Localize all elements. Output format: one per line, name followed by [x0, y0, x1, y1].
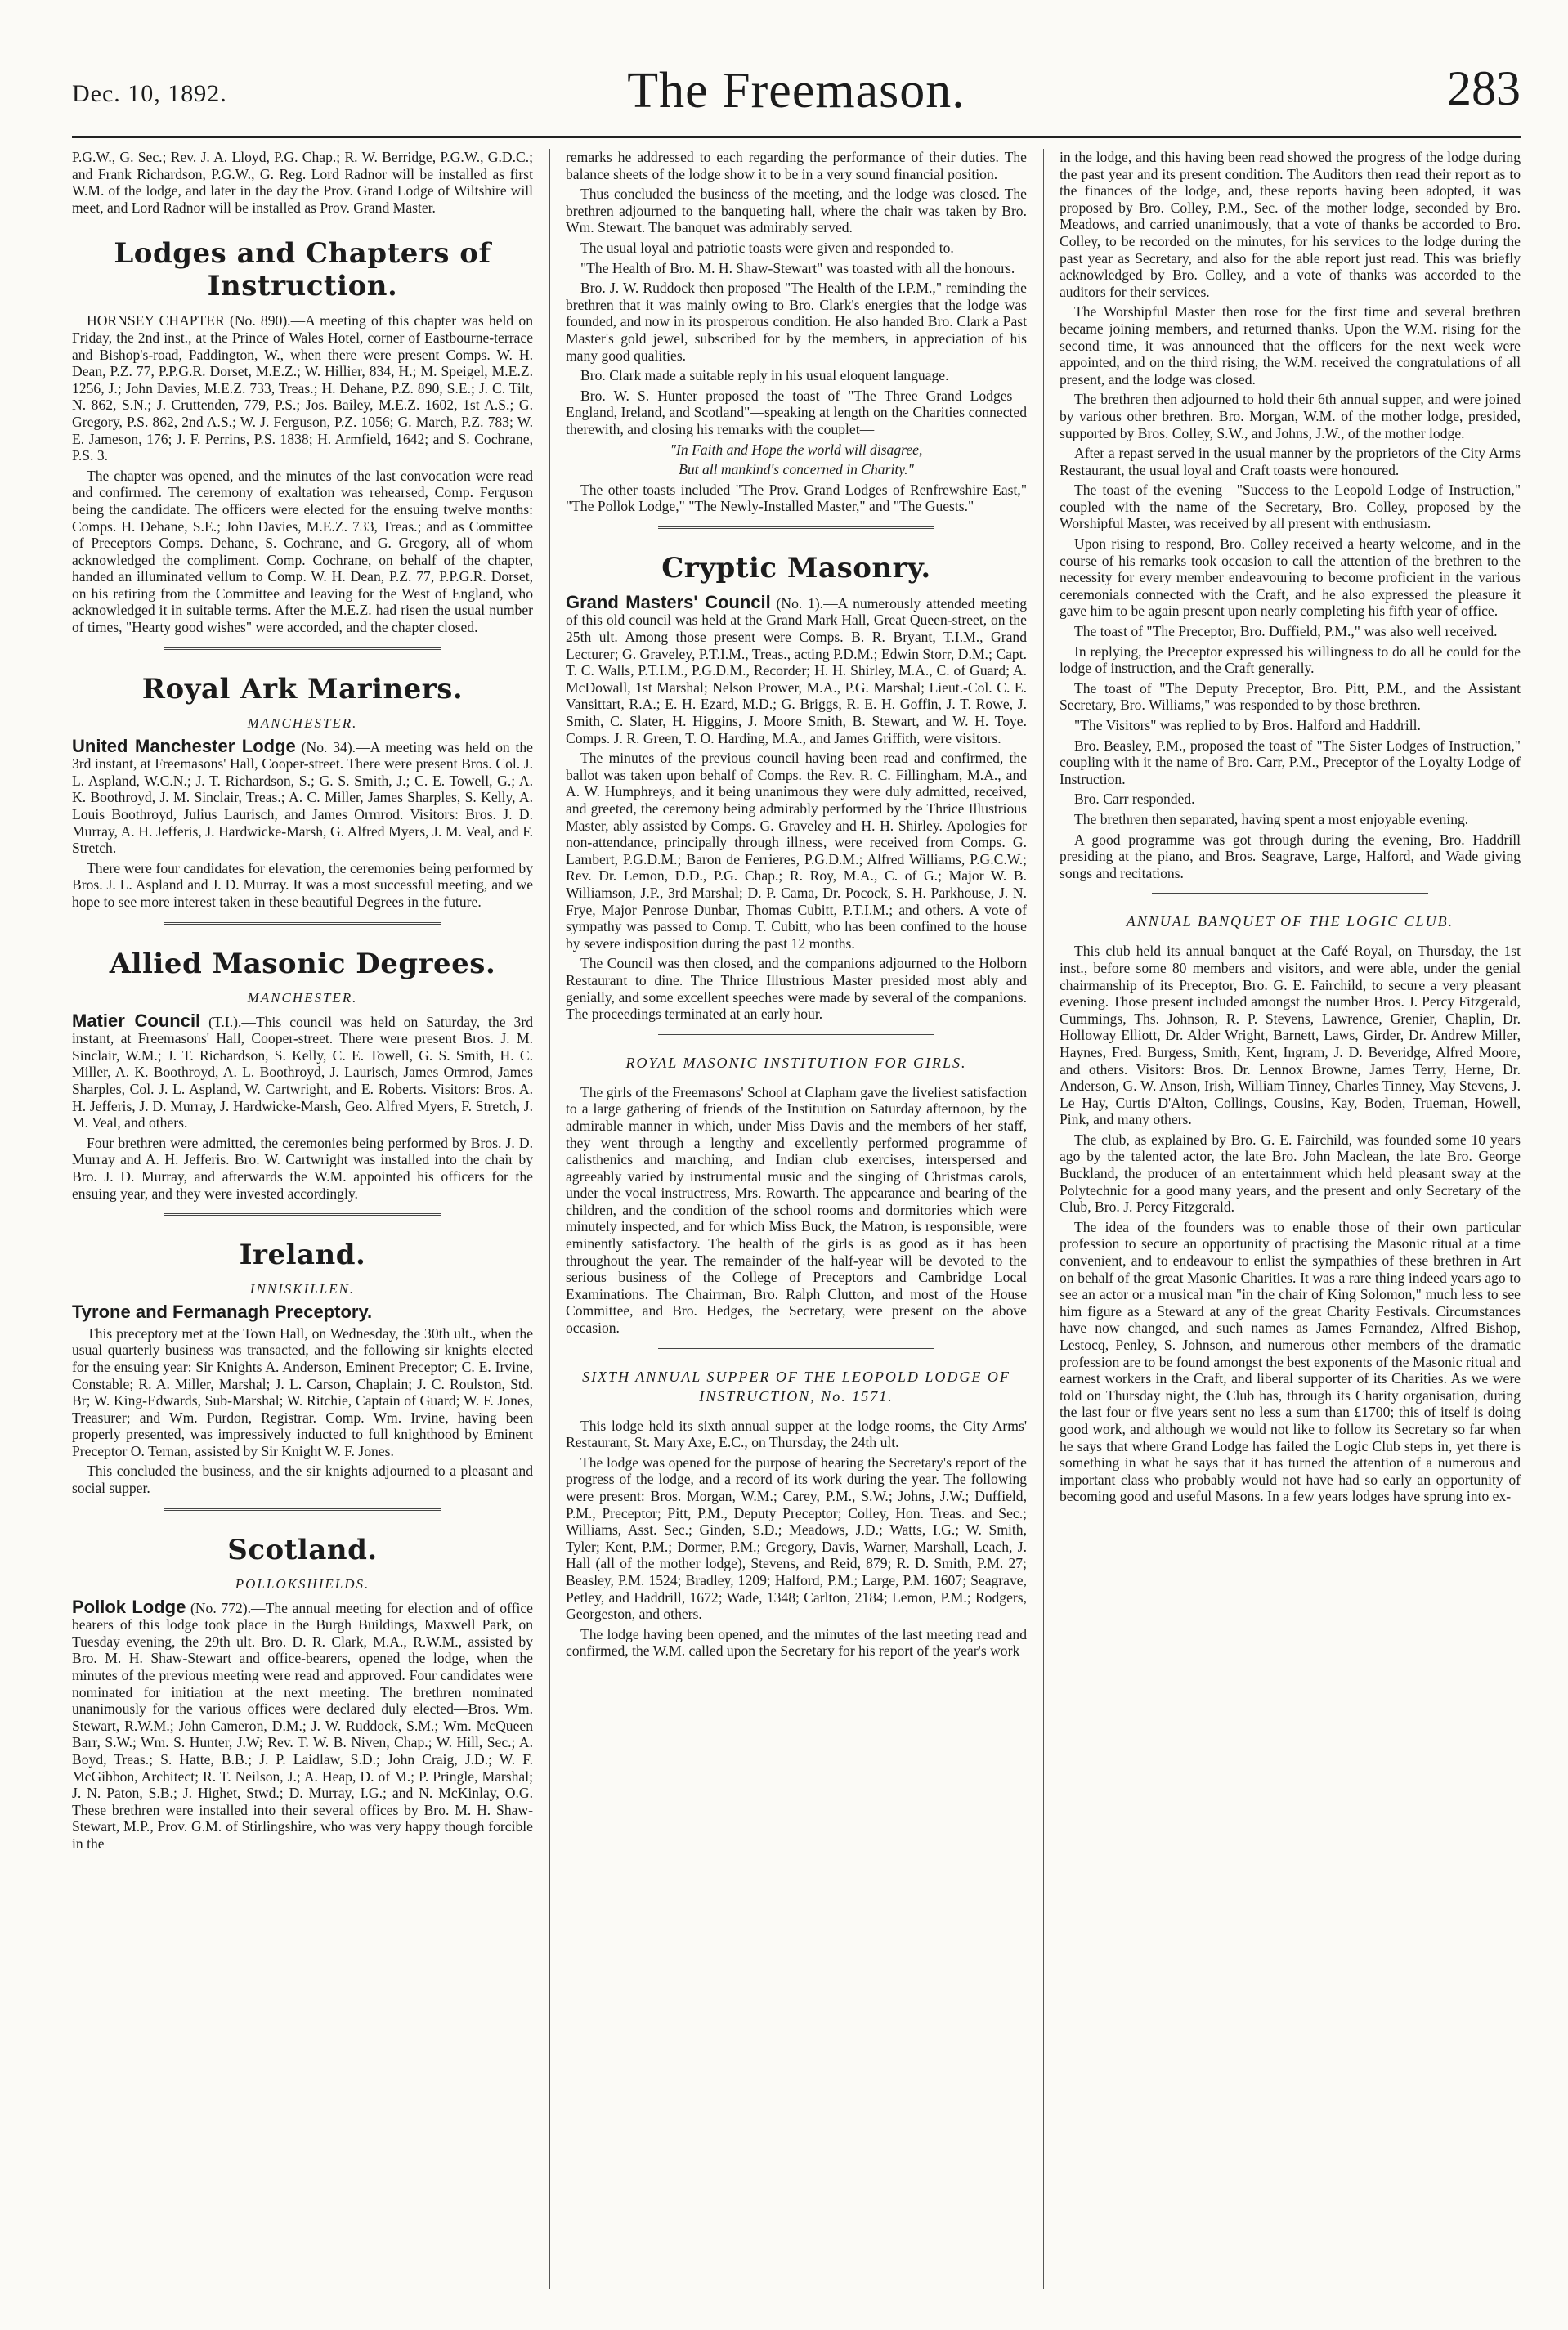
- paragraph: [566, 591, 1027, 746]
- paragraph: The brethren then adjourned to hold their 6th annual supper, and were joined by various other brethren. Bro. Morgan, W.M. of the mother lodge, presided, supported by Bros. Colley, S.W., and Johns, J.W., of the mother lodge.: [1060, 391, 1521, 441]
- paragraph: The Worshipful Master then rose for the first time and several brethren became joining members, and returned thanks. Upon the W.M. rising for the second time, it was announced that the officers for the next week were appointed, and on the third rising, the W.M. received the congratulations of all present, and the lodge was closed.: [1060, 303, 1521, 388]
- column-1: [72, 149, 533, 2289]
- paragraph: Bro. J. W. Ruddock then proposed "The Health of the I.P.M.," reminding the brethren that it was mainly owing to Bro. Clark's energies that the lodge was founded, and now in its prosperous condition. He also handed Bro. Clark a Past Master's gold jewel, subscribed for by the members, in appreciation of his many good qualities.: [566, 280, 1027, 364]
- paragraph: This club held its annual banquet at the Café Royal, on Thursday, the 1st inst., before some 80 members and visitors, and were able, under the genial chairmanship of its Preceptor, Bro. G. E. Fairchild, to secure a very pleasant evening. Those present included amongst the number Bros. J. Percy Fitzgerald, Cummings, Ths. Johnson, R. P. Stevens, Lawrence, Grenier, Chaplin, Dr. Holloway Elliott, Dr. Alder Wright, Barnett, Laws, Girder, Dr. Andrew Miller, Haynes, Fred. Burgess, Smith, Kent, Ingram, J. D. Beveridge, Alfred Moore, and others. Visitors: Bros. Dr. Lennox Browne, James Terry, Herne, Dr. Anderson, G. W. Anson, Irish, William Tinney, Charles Tinney, May Stevens, J. Le Hay, Curtis D'Alton, Collings, Cousins, Kay, Boden, Trueman, Howell, Pink, and many others.: [1060, 943, 1521, 1128]
- paragraph: The lodge having been opened, and the minutes of the last meeting read and confirmed, the W.M. called upon the Secretary for his report of the year's work: [566, 1625, 1027, 1660]
- paragraph: [72, 735, 533, 857]
- paragraph: This preceptory met at the Town Hall, on Wednesday, the 30th ult., when the usual quarterly business was transacted, and the following sir knights elected for the ensuing year: Sir Knights A. Anderson, Eminent Preceptor; C. E. Irvine, Constable; R. A. Miller, Marshal; J. L. Carson, Chaplain; J. C. Roulston, Std. Br; W. King-Edwards, Sub-Marshal; W. Ritchie, Captain of Guard; W. F. Jones, Treasurer; and Wm. Purdon, Registrar. Comp. Wm. Irvine, having been properly presented, was impressively inducted to full knighthood by Eminent Preceptor O. Ternan, assisted by Sir Knight W. F. Jones.: [72, 1324, 533, 1459]
- section-heading: Royal Ark Mariners.: [141, 672, 464, 706]
- paragraph: Thus concluded the business of the meeting, and the lodge was closed. The brethren adjourned to the banqueting hall, where the chair was taken by Bro. Wm. Stewart. The banquet was admirably served.: [566, 186, 1027, 236]
- paragraph: P.G.W., G. Sec.; Rev. J. A. Lloyd, P.G. Chap.; R. W. Berridge, P.G.W., G.D.C.; and Frank Richardson, P.G.W., G. Reg. Lord Radnor will be installed as first W.M. of the lodge, and later in the day the Prov. Grand Lodge of Wiltshire will meet, and Lord Radnor will be installed as Prov. Grand Master.: [72, 149, 533, 216]
- paragraph: Bro. Clark made a suitable reply in his usual eloquent language.: [580, 367, 949, 384]
- location-subheading: MANCHESTER.: [247, 989, 358, 1006]
- council-name: Grand Masters' Council: [566, 591, 771, 612]
- paragraph-text: (T.I.).—This council was held on Saturday, the 3rd instant, at Freemasons' Hall, Cooper-street. There were present Bros. J. M. Sinclair, W.M.; J. T. Richardson, S. Kelly, C. E. Towell, G. S. Smith, H. C. Miller, A. K. Boothroyd, A. L. Boothroyd, J. Laurisch, James Ormrod, James Sharples, Col. J. L. Aspland, W. Cartwright, and E. Roberts. Visitors: Bros. A. H. Jefferis, J. D. Murray, J. Hardwicke-Marsh, Geo. Alfred Myers, F. Stretch, J. M. Veal, and others.: [72, 1013, 533, 1131]
- paragraph: This lodge held its sixth annual supper at the lodge rooms, the City Arms' Restaurant, St. Mary Axe, E.C., on Thursday, the 24th ult.: [566, 1417, 1027, 1451]
- paragraph: The brethren then separated, having spent a most enjoyable evening.: [1074, 810, 1469, 827]
- paragraph: The usual loyal and patriotic toasts were given and responded to.: [580, 239, 954, 256]
- paragraph: There were four candidates for elevation, the ceremonies being performed by Bros. J. L. Aspland and J. D. Murray. It was a most successful meeting, and we hope to see more interest taken in these beautiful Degrees in the future.: [72, 859, 533, 910]
- divider: [164, 1508, 441, 1512]
- location-subheading: INNISKILLEN.: [249, 1281, 356, 1297]
- paragraph: The girls of the Freemasons' School at Clapham gave the liveliest satisfaction to a large gathering of friends of the Institution on Saturday afternoon, by the admirable manner in which, under Miss Davis and the members of her staff, they went through a lengthy and excellently performed programme of calisthenics and marching, and Indian club exercises, interspersed and agreeably varied by instrumental music and the singing of Christmas carols, under the vocal instructress, Mrs. Rowarth. The appearance and bearing of the children, and the condition of the school rooms and dormitories which were minutely inspected, and for which Miss Buck, the Matron, is responsible, were eminently satisfactory. The health of the girls is as good as it has been throughout the year. The remainder of the half-year will be devoted to the serious business of the College of Preceptors and Cambridge Local Examinations. The Chairman, Bro. Ralph Clutton, and most of the House Committee, and Bro. Hedges, the Secretary, were present on the above occasion.: [566, 1083, 1027, 1337]
- paragraph: Bro. W. S. Hunter proposed the toast of "The Three Grand Lodges—England, Ireland, and Scotland"—speaking at length on the Charities connected therewith, and closing his remarks with the couplet—: [566, 387, 1027, 437]
- paragraph: This concluded the business, and the sir knights adjourned to a pleasant and social supper.: [72, 1463, 533, 1497]
- columns: [72, 149, 1521, 2289]
- article-heading: ANNUAL BANQUET OF THE LOGIC CLUB.: [1126, 913, 1454, 930]
- paragraph-text: (No. 34).—A meeting was held on the 3rd instant, at Freemasons' Hall, Cooper-street. There were present Bros. Col. J. L. Aspland, W.C.N.; J. T. Richardson, S.; G. S. Smith, J.; C. E. Towell, G.; A. K. Boothroyd, J. M. Sinclair, Treas.; A. C. Miller, James Sharples, S. Kelly, A. Louis Boothroyd, Julius Laurisch, and James Ormrod. Visitors: Bros. J. D. Murray, A. H. Jefferis, J. Hardwicke-Marsh, G. Alfred Myers, J. M. Veal, and F. Stretch.: [72, 738, 533, 857]
- preceptory-name: Tyrone and Fermanagh Preceptory.: [72, 1302, 373, 1323]
- divider: [1152, 893, 1428, 894]
- article-heading: ROYAL MASONIC INSTITUTION FOR GIRLS.: [625, 1054, 967, 1071]
- paragraph: Upon rising to respond, Bro. Colley received a hearty welcome, and in the course of his remarks took occasion to call the attention of the brethren to the necessity for every member endeavouring to become proficient in the various ceremonials connected with the Craft, and he also expressed the pleasure it gave him to be again present upon nearly completing his fifth year of office.: [1060, 535, 1521, 620]
- section-heading: Ireland.: [239, 1239, 366, 1272]
- newspaper-page: [72, 57, 1521, 2289]
- location-subheading: POLLOKSHIELDS.: [235, 1575, 370, 1592]
- paragraph-text: (No. 1).—A numerously attended meeting of this old council was held at the Grand Mark Hall, Great Queen-street, on the 25th ult. Among those present were Comps. B. R. Bryant, T.I.M., Grand Lecturer; G. Graveley, P.T.I.M., Treas., acting P.D.M.; Edwin Storr, D.M.; Capt. T. C. Walls, P.T.I.M., P.G.D.M., Recorder; H. H. Shirley, M.A., C. of Guard; A. McDowall, 1st Marshal; Nelson Prower, M.A., P.G. Marshal; Lieut.-Col. C. E. Vansittart, R.A.; E. H. Ezard, M.D.; G. Briggs, R. E. H. Goffin, J. T. Rowe, J. Smith, C. Slater, H. Higgins, J. Moore Smith, B. Stewart, and W. H. Toye. Comps. J. R. Green, T. O. Harding, M.A., and James Griffith, were visitors.: [566, 594, 1027, 746]
- paragraph: Bro. Carr responded.: [1074, 791, 1195, 808]
- section-heading: Allied Masonic Degrees.: [109, 947, 496, 980]
- divider: [164, 1213, 441, 1217]
- column-2: [566, 149, 1027, 2289]
- paragraph: The club, as explained by Bro. G. E. Fairchild, was founded some 10 years ago by the talented actor, the late Bro. John Maclean, the late Bro. George Buckland, the producer of an entertainment which held pleasant sway at the Polytechnic for a good many years, and the present and only Secretary of the Club, Bro. J. Percy Fitzgerald.: [1060, 1131, 1521, 1216]
- paragraph: Bro. Beasley, P.M., proposed the toast of "The Sister Lodges of Instruction," coupling with it the name of Bro. Carr, P.M., Preceptor of the Loyalty Lodge of Instruction.: [1060, 737, 1521, 787]
- column-3: [1060, 149, 1521, 2289]
- paragraph: [72, 1010, 533, 1131]
- paragraph: in the lodge, and this having been read showed the progress of the lodge during the past year and its present condition. The Auditors then read their report as to the finances of the lodge, and, these reports having been adopted, it was proposed by Bro. Colley, P.M., Sec. of the mother lodge, seconded by Bro. Meadows, and carried unanimously, that a vote of thanks be accorded to Bro. Colley, to be recorded on the minutes, for his services to the lodge during the past year as Secretary, and also for the able report just read. This was briefly acknowledged by Bro. Colley, and a vote of thanks was accorded to the auditors for their services.: [1060, 149, 1521, 300]
- section-heading: Cryptic Masonry.: [661, 551, 931, 585]
- paragraph: [72, 1304, 533, 1322]
- section-heading: Lodges and Chapters of Instruction.: [114, 237, 491, 303]
- quoted-couplet-line: "In Faith and Hope the world will disagree,: [670, 441, 923, 458]
- paragraph: The toast of "The Preceptor, Bro. Duffield, P.M.," was also well received.: [1074, 623, 1498, 640]
- divider: [658, 1348, 934, 1349]
- council-name: Matier Council: [72, 1010, 201, 1031]
- paragraph: [72, 1596, 533, 1853]
- divider: [164, 647, 441, 652]
- paragraph: The other toasts included "The Prov. Grand Lodges of Renfrewshire East," "The Pollok Lodge," "The Newly-Installed Master," and "The Guests.": [566, 481, 1027, 515]
- location-subheading: MANCHESTER.: [247, 715, 358, 731]
- paragraph: "The Health of Bro. M. H. Shaw-Stewart" was toasted with all the honours.: [580, 259, 1015, 276]
- divider: [658, 1034, 934, 1035]
- page-number: 283: [1447, 61, 1521, 115]
- paragraph: In replying, the Preceptor expressed his willingness to do all he could for the lodge of instruction, and the Craft generally.: [1060, 643, 1521, 677]
- quoted-couplet-line: But all mankind's concerned in Charity.": [679, 461, 914, 478]
- paragraph: The toast of "The Deputy Preceptor, Bro. Pitt, P.M., and the Assistant Secretary, Bro. Williams," was responded to by those brethren.: [1060, 679, 1521, 714]
- paragraph: The minutes of the previous council having been read and confirmed, the ballot was taken upon behalf of Comps. the Rev. R. C. Fillingham, M.A., and A. W. Humphreys, and it being unanimous they were duly admitted, received, and greeted, the ceremony being admirably performed by the Thrice Illustrious Master, ably assisted by Comps. G. Graveley and H. H. Shirley. Apologies for non-attendance, principally through illness, were received from Comps. G. Lambert, P.G.D.M.; Baron de Ferrieres, P.G.D.M.; Alfred Williams, P.G.C.W.; Rev. Dr. Lemon, D.D., P.G. Chap.; R. Roy, M.A., C. of G.; Major W. B. Williamson, J.P., 3rd Marshal; D. P. Cama, Dr. Pocock, S. H. Parkhouse, J. N. Frye, Major Penrose Dunbar, Thomas Cubitt, P.T.I.M.; and others. A vote of sympathy was passed to Comp. T. Cubitt, who has been confined to the house by severe indisposition during the past 12 months.: [566, 750, 1027, 952]
- article-heading: SIXTH ANNUAL SUPPER OF THE LEOPOLD LODGE OF INSTRUCTION, No. 1571.: [582, 1368, 1010, 1405]
- section-heading: Scotland.: [227, 1533, 378, 1566]
- issue-date: Dec. 10, 1892.: [72, 80, 227, 107]
- paragraph: The lodge was opened for the purpose of hearing the Secretary's report of the progress of the lodge, and a record of its work during the year. The following were present: Bros. Morgan, W.M.; Carey, P.M., S.W.; Johns, J.W.; Duffield, P.M., Preceptor; Pitt, P.M., Deputy Preceptor; Colley, Hon. Treas. and Sec.; Williams, Asst. Sec.; Ginden, S.D.; Meadows, J.D.; Watts, I.G.; W. Smith, Tyler; Kent, P.M.; Dormer, P.M.; Gregory, Davis, Warner, Marshall, Leach, J. Hall (all of the mother lodge), Stevens, and Reid, 879; R. D. Smith, P.M. 27; Beasley, P.M. 1524; Bradley, 1209; Halford, P.M.; Large, P.M. 1607; Seagrave, Petley, and Haddrill, 1672; Wade, 1348; Carlton, 2184; Lemon, P.M.; Rodgers, Georgeston, and others.: [566, 1454, 1027, 1623]
- paragraph: "The Visitors" was replied to by Bros. Halford and Haddrill.: [1074, 717, 1421, 733]
- publication-title: The Freemason.: [627, 63, 965, 119]
- paragraph: After a repast served in the usual manner by the proprietors of the City Arms Restaurant, the usual loyal and Craft toasts were honoured.: [1060, 445, 1521, 478]
- paragraph: The Council was then closed, and the companions adjourned to the Holborn Restaurant to dine. The Thrice Illustrious Master presided most ably and genially, and some excellent speeches were made by several of the companions. The proceedings terminated at an early hour.: [566, 955, 1027, 1023]
- paragraph-text: (No. 772).—The annual meeting for election and of office bearers of this lodge took place in the Burgh Buildings, Maxwell Park, on Tuesday evening, the 29th ult. Bro. D. R. Clark, M.A., R.W.M., assisted by Bro. M. H. Shaw-Stewart and office-bearers, opened the lodge, when the minutes of the previous meeting were read and approved. Four candidates were nominated for initiation at the next meeting. The brethren nominated unanimously for the various offices were declared duly elected—Bros. Wm. Stewart, R.W.M.; John Cameron, D.M.; J. W. Ruddock, S.M.; Wm. McQueen Barr, S.W.; Wm. S. Hunter, J.W; Rev. T. W. B. Niven, Chap.; W. Hill, Sec.; A. Boyd, Treas.; S. Hatte, B.B.; J. P. Laidlaw, S.D.; John Craig, J.D.; W. F. McGibbon, Architect; R. T. Neilson, J.; A. Heap, D. of M.; P. Pringle, Marshal; J. N. Paton, S.B.; J. Highet, Stwd.; D. Murray, I.G.; and N. McKinlay, O.G. These brethren were installed into their several offices by Bro. M. H. Shaw-Stewart, M.P., Prov. G.M. of Stirlingshire, who was very happy though forcible in the: [72, 1599, 533, 1852]
- paragraph: HORNSEY CHAPTER (No. 890).—A meeting of this chapter was held on Friday, the 2nd inst., at the Prince of Wales Hotel, corner of Eastbourne-terrace and Bishop's-road, Paddington, W., when there were present Comps. W. H. Dean, P.Z. 77, P.P.G.R. Dorset, M.E.Z.; W. Hillier, 834, H.; M. Speigel, M.E.Z. 1256, J.; John Davies, M.E.Z. 733, Treas.; H. Dehane, P.Z. 890, S.E.; J. C. Tilt, N. 862, S.N.; J. Cruttenden, 779, P.S.; Jos. Bailey, M.E.Z. 1602, 1st A.S.; G. Gregory, P.S. 862, 2nd A.S.; W. J. Ferguson, P.Z. 1056; G. March, P.Z. 783; W. E. Jameson, 176; J. F. Perrins, P.S. 1838; H. Armfield, 1642; and S. Cochrane, P.S. 3.: [72, 312, 533, 464]
- paragraph: The idea of the founders was to enable those of their own particular profession to secure an opportunity of practising the Masonic ritual at a time convenient, and to endeavour to enlist the sympathies of these brethren in Art on behalf of the great Masonic Charities. It was a rare thing indeed years ago to see an actor or a musical man "in the chair of King Solomon," much less to see him figure as a Steward at any of the great Charity Festivals. Circumstances have now changed, and such names as James Fernandez, Alfred Bishop, Lestocq, Penley, S. Johnson, and numerous other members of the dramatic profession are to be found amongst the best exponents of the Masonic ritual and earnest workers in the Craft, and liberal supporter of its Charities. As we were told on Thursday night, the Club has, through its Charity organisation, during the last four or five years sent no less a sum than £1700; this of itself is doing good work, and although we would not like to follow its Secretary so far when he says that where Grand Lodge has failed the Logic Club steps in, yet there is something in what he says that it has turned the attention of a numerous and important class who probably would not have had so early an opportunity of becoming good and useful Masons. In a few years lodges have sprung into ex-: [1060, 1218, 1521, 1505]
- paragraph: A good programme was got through during the evening, Bro. Haddrill presiding at the piano, and Bros. Seagrave, Large, Halford, and Wade giving songs and recitations.: [1060, 831, 1521, 881]
- divider: [164, 922, 441, 926]
- paragraph: The chapter was opened, and the minutes of the last convocation were read and confirmed. The ceremony of exaltation was rehearsed, Comp. Ferguson being the candidate. The officers were elected for the ensuing twelve months: Comps. H. Dehane, S.E.; John Davies, M.E.Z. 733, Treas.; and as Committee of Preceptors Comps. Dehane, S. Cochrane, and G. Gregory, all of whom acknowledged the compliment. Comp. Cochrane, on behalf of the chapter, handed an illuminated vellum to Comp. W. H. Dean, P.Z. 77, P.P.G.R. Dorset, on his retiring from the Committee and leaving for the West of England, who acknowledged it in suitable terms. After the M.E.Z. had risen the usual number of times, "Hearty good wishes" were accorded, and the chapter closed.: [72, 467, 533, 636]
- lodge-name: United Manchester Lodge: [72, 735, 296, 756]
- paragraph: The toast of the evening—"Success to the Leopold Lodge of Instruction," coupled with the name of the Secretary, Bro. Colley, proposed by the Worshipful Master, was received by all present with enthusiasm.: [1060, 482, 1521, 532]
- paragraph: remarks he addressed to each regarding the performance of their duties. The balance sheets of the lodge show it to be in a very sound financial position.: [566, 149, 1027, 182]
- divider: [658, 526, 934, 531]
- masthead: [72, 57, 1521, 138]
- lodge-name: Pollok Lodge: [72, 1596, 186, 1617]
- paragraph: Four brethren were admitted, the ceremonies being performed by Bros. J. D. Murray and A. H. Jefferis. Bro. W. Cartwright was installed into the chair by Bro. J. D. Murray, and afterwards the W.M. appointed his officers for the ensuing year, and they were invested accordingly.: [72, 1134, 533, 1202]
